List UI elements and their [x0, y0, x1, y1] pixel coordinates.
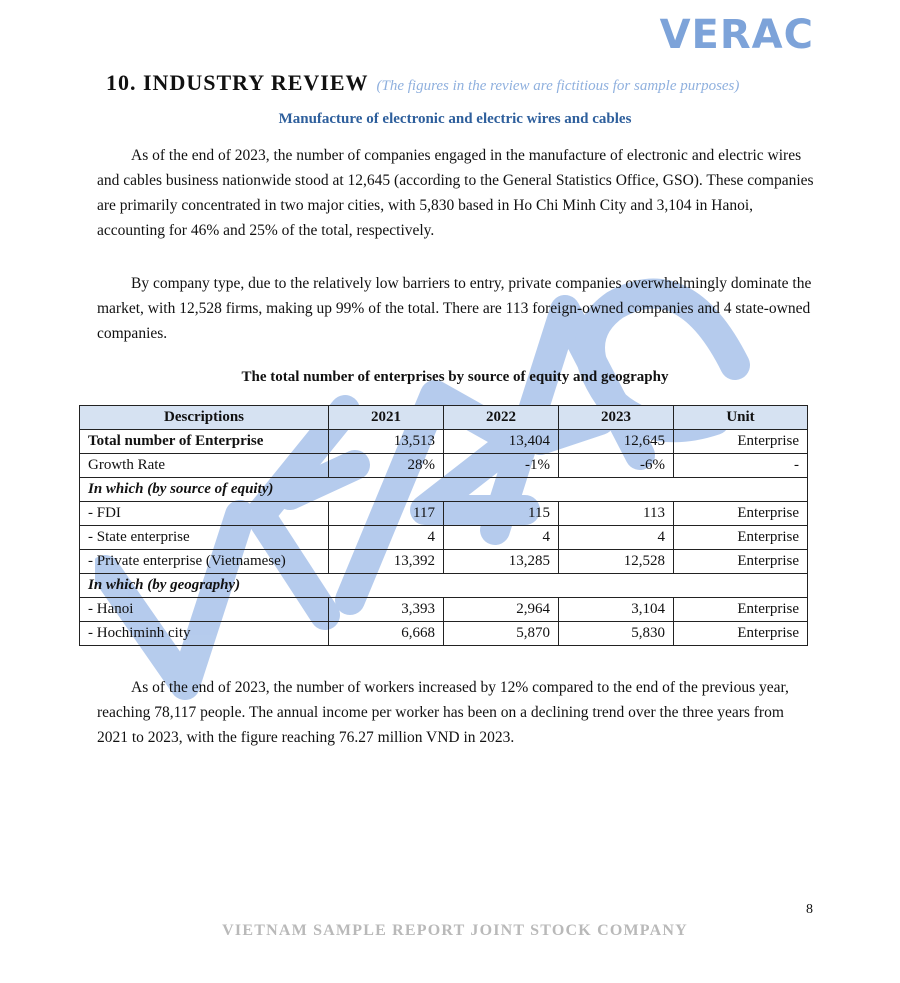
row-label: - State enterprise	[80, 526, 329, 550]
cell-2023: 4	[559, 526, 674, 550]
cell-2022: 13,285	[444, 550, 559, 574]
table-row	[80, 622, 808, 646]
table-section-row	[80, 478, 808, 502]
cell-2023: -6%	[559, 454, 674, 478]
header-2022: 2022	[444, 406, 559, 430]
cell-2022: 13,404	[444, 430, 559, 454]
cell-unit: -	[674, 454, 808, 478]
row-label: - Private enterprise (Vietnamese)	[80, 550, 329, 574]
cell-2022: 5,870	[444, 622, 559, 646]
cell-unit: Enterprise	[674, 526, 808, 550]
cell-2023: 12,645	[559, 430, 674, 454]
cell-2022: 4	[444, 526, 559, 550]
table-row	[80, 502, 808, 526]
enterprise-table	[79, 405, 808, 646]
table-section-row	[80, 574, 808, 598]
header-descriptions: Descriptions	[80, 406, 329, 430]
cell-2021: 117	[329, 502, 444, 526]
cell-unit: Enterprise	[674, 550, 808, 574]
industry-subtitle: Manufacture of electronic and electric wires and cables	[278, 111, 632, 127]
company-logo: VERAC	[659, 12, 814, 58]
section-label: In which (by source of equity)	[80, 478, 808, 502]
page-footer: VIETNAM SAMPLE REPORT JOINT STOCK COMPANY	[222, 922, 688, 939]
cell-unit: Enterprise	[674, 430, 808, 454]
cell-2022: 115	[444, 502, 559, 526]
table-row	[80, 550, 808, 574]
cell-2021: 13,513	[329, 430, 444, 454]
cell-2023: 12,528	[559, 550, 674, 574]
table-row	[80, 598, 808, 622]
row-label: - Hanoi	[80, 598, 329, 622]
paragraph-workers: As of the end of 2023, the number of workers increased by 12% compared to the end of the previous year, reaching 78,117 people. The annual income per worker has been on a declining trend over the three years from 2021 to 2023, with the figure reaching 76.27 million VND in 2023.	[97, 679, 789, 746]
table-row	[80, 454, 808, 478]
table-row	[80, 430, 808, 454]
paragraph-company-type: By company type, due to the relatively low barriers to entry, private companies overwhelmingly dominate the market, with 12,528 firms, making up 99% of the total. There are 113 foreign-owned companies and 4 state-owned companies.	[97, 275, 812, 342]
cell-2023: 113	[559, 502, 674, 526]
header-2023: 2023	[559, 406, 674, 430]
cell-unit: Enterprise	[674, 622, 808, 646]
section-title: 10. INDUSTRY REVIEW	[106, 70, 369, 95]
row-label: Growth Rate	[80, 454, 329, 478]
section-label: In which (by geography)	[80, 574, 808, 598]
cell-2022: -1%	[444, 454, 559, 478]
table-row	[80, 526, 808, 550]
table-title: The total number of enterprises by source of equity and geography	[241, 369, 669, 385]
cell-2021: 28%	[329, 454, 444, 478]
row-label: - Hochiminh city	[80, 622, 329, 646]
header-2021: 2021	[329, 406, 444, 430]
header-unit: Unit	[674, 406, 808, 430]
page-number: 8	[806, 902, 813, 917]
cell-2021: 13,392	[329, 550, 444, 574]
cell-2023: 5,830	[559, 622, 674, 646]
row-label: - FDI	[80, 502, 329, 526]
paragraph-overview: As of the end of 2023, the number of companies engaged in the manufacture of electronic and electric wires and cables business nationwide stood at 12,645 (according to the General Statistics Office, GSO). These companies are primarily concentrated in two major cities, with 5,830 based in Ho Chi Minh City and 3,104 in Hanoi, accounting for 46% and 25% of the total, respectively.	[97, 147, 814, 239]
section-heading	[106, 70, 739, 96]
table-header-row	[80, 406, 808, 430]
cell-unit: Enterprise	[674, 598, 808, 622]
cell-2021: 4	[329, 526, 444, 550]
cell-2023: 3,104	[559, 598, 674, 622]
section-disclaimer: (The figures in the review are fictitious for sample purposes)	[376, 78, 740, 94]
row-label: Total number of Enterprise	[80, 430, 329, 454]
cell-unit: Enterprise	[674, 502, 808, 526]
cell-2021: 6,668	[329, 622, 444, 646]
cell-2021: 3,393	[329, 598, 444, 622]
cell-2022: 2,964	[444, 598, 559, 622]
